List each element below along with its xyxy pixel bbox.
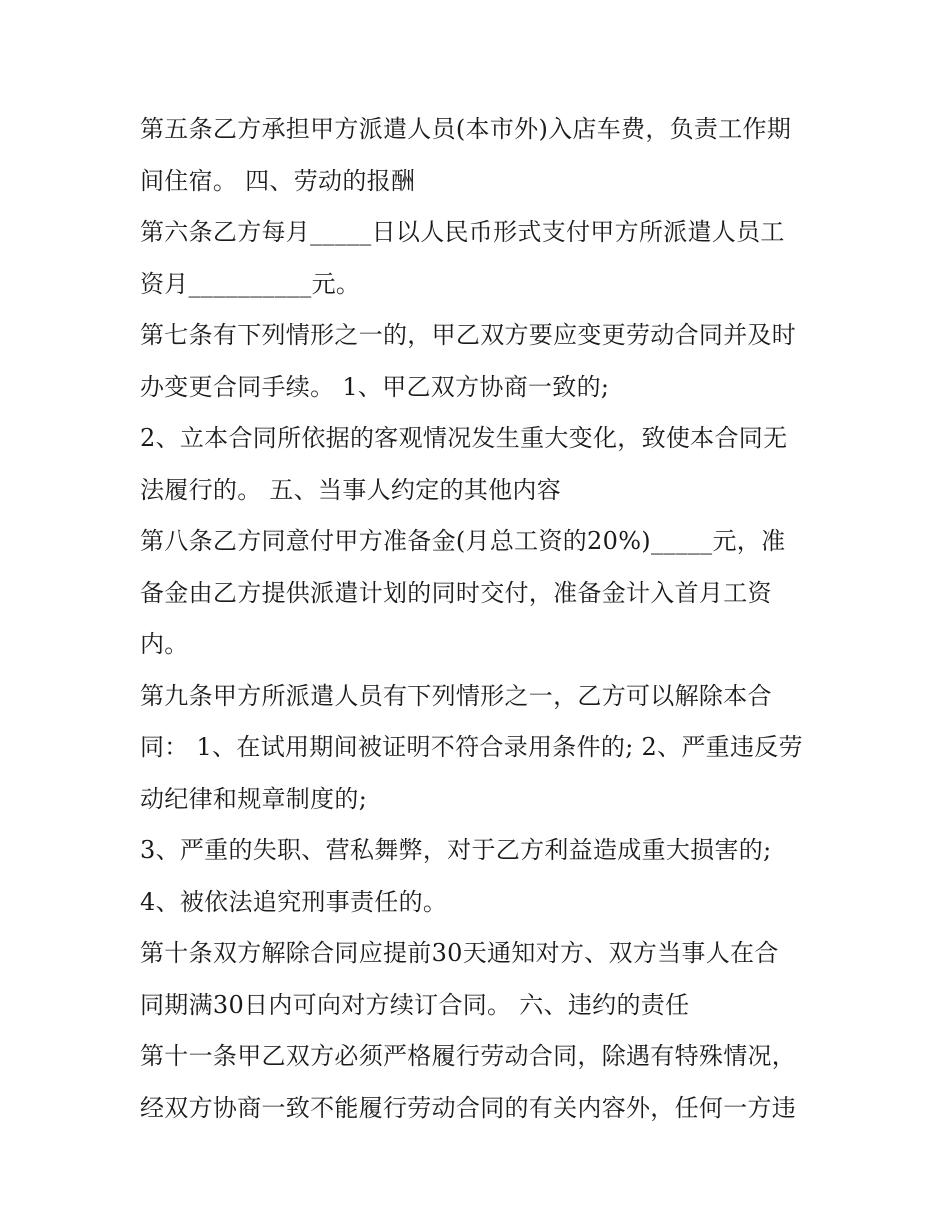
text-line: 内。	[140, 630, 189, 658]
text-line: 第十条双方解除合同应提前30天通知对方、双方当事人在合	[140, 939, 779, 967]
text-line: 动纪律和规章制度的;	[140, 784, 368, 813]
text-line: 3、严重的失职、营私舞弊，对于乙方利益造成重大损害的;	[140, 836, 772, 864]
text-line: 间住宿。 四、劳动的报酬	[140, 166, 416, 195]
text-line: 同： 1、在试用期间被证明不符合录用条件的; 2、严重违反劳	[140, 733, 803, 761]
text-line: 第九条甲方所派遣人员有下列情形之一，乙方可以解除本合	[140, 681, 772, 710]
text-line: 同期满30日内可向对方续订合同。 六、违约的责任	[140, 990, 690, 1019]
text-line: 第八条乙方同意付甲方准备金(月总工资的20%)_____元，准	[140, 527, 786, 555]
text-line: 第六条乙方每月_____日以人民币形式支付甲方所派遣人员工	[140, 218, 785, 246]
text-line: 经双方协商一致不能履行劳动合同的有关内容外，任何一方违	[140, 1093, 797, 1122]
text-line: 资月__________元。	[140, 269, 361, 298]
text-line: 2、立本合同所依据的客观情况发生重大变化，致使本合同无	[140, 424, 788, 452]
text-line: 办变更合同手续。 1、甲乙双方协商一致的;	[140, 372, 610, 401]
text-line: 4、被依法追究刑事责任的。	[140, 887, 448, 916]
text-line: 第十一条甲乙双方必须严格履行劳动合同，除遇有特殊情况，	[140, 1042, 797, 1070]
text-line: 第七条有下列情形之一的，甲乙双方要应变更劳动合同并及时	[140, 321, 797, 349]
text-line: 第五条乙方承担甲方派遣人员(本市外)入店车费，负责工作期	[140, 115, 792, 143]
text-line: 法履行的。 五、当事人约定的其他内容	[140, 475, 562, 504]
document-body	[140, 104, 830, 1134]
text-line: 备金由乙方提供派遣计划的同时交付，准备金计入首月工资	[140, 578, 772, 607]
